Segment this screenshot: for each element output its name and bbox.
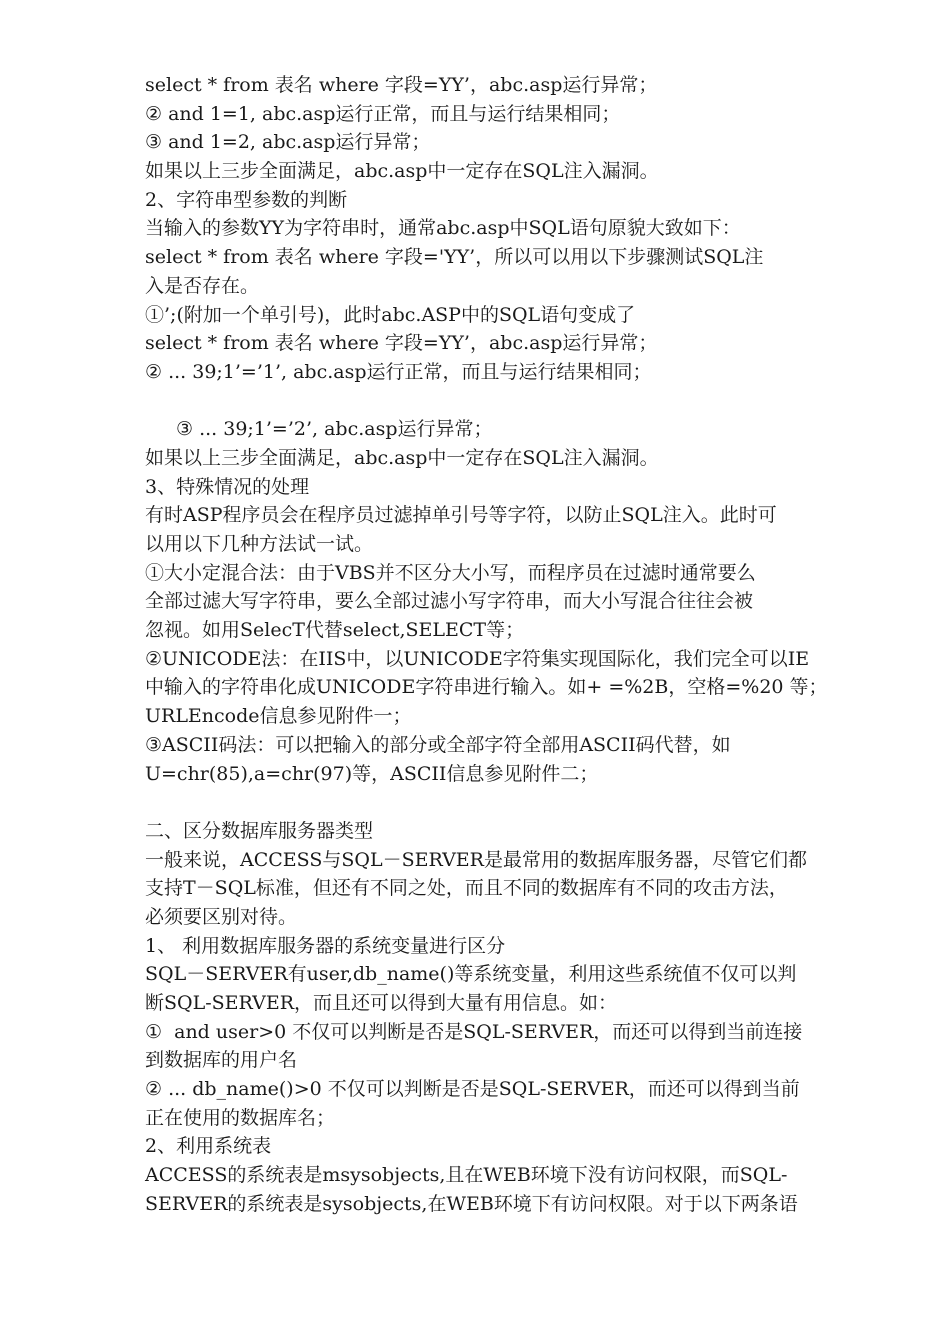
text-line: SQL－SERVER有user,db_name()等系统变量，利用这些系统值不仅可以判 bbox=[145, 963, 797, 986]
text-line: 支持T－SQL标准，但还有不同之处，而且不同的数据库有不同的攻击方法， bbox=[145, 877, 788, 900]
blank-line bbox=[145, 387, 885, 416]
text-line: ① and user>0 不仅可以判断是否是SQL-SERVER，而还可以得到当前连接 bbox=[145, 1020, 803, 1043]
text-line: ②UNICODE法：在IIS中，以UNICODE字符集实现国际化，我们完全可以IE bbox=[145, 647, 810, 670]
text-line: ③ and 1=2, abc.asp运行异常； bbox=[145, 131, 431, 154]
text-line: 二、区分数据库服务器类型 bbox=[145, 819, 374, 842]
text-line: 以用以下几种方法试一试。 bbox=[145, 533, 374, 555]
text-line: 中输入的字符串化成UNICODE字符串进行输入。如+ =%2B，空格=%20 等； bbox=[145, 676, 828, 699]
text-line: SERVER的系统表是sysobjects,在WEB环境下有访问权限。对于以下两条语 bbox=[145, 1192, 798, 1215]
text-line: select * from 表名 where 字段=YY’，abc.asp运行异常； bbox=[145, 74, 658, 96]
text-line: ①大小定混合法：由于VBS并不区分大小写，而程序员在过滤时通常要么 bbox=[145, 561, 756, 584]
blank-line bbox=[145, 788, 885, 817]
text-line: 如果以上三步全面满足，abc.asp中一定存在SQL注入漏洞。 bbox=[145, 446, 659, 469]
text-line: 忽视。如用SelecT代替select,SELECT等； bbox=[145, 619, 525, 642]
text-line: 3、特殊情况的处理 bbox=[145, 475, 310, 498]
text-line: 必须要区别对待。 bbox=[145, 905, 298, 928]
text-line: ② and 1=1, abc.asp运行正常，而且与运行结果相同； bbox=[145, 102, 621, 125]
text-line: U=chr(85),a=chr(97)等，ASCII信息参见附件二； bbox=[145, 762, 599, 785]
text-line: ①’;(附加一个单引号)，此时abc.ASP中的SQL语句变成了 bbox=[145, 303, 636, 326]
text-line: URLEncode信息参见附件一； bbox=[145, 705, 412, 728]
text-line: ③ASCII码法：可以把输入的部分或全部字符全部用ASCII码代替，如 bbox=[145, 733, 731, 756]
text-line: 全部过滤大写字符串，要么全部过滤小写字符串，而大小写混合往往会被 bbox=[145, 590, 754, 613]
text-line: select * from 表名 where 字段=YY’，abc.asp运行异常； bbox=[145, 332, 658, 355]
text-line: ACCESS的系统表是msysobjects,且在WEB环境下没有访问权限，而SQL- bbox=[145, 1164, 788, 1187]
text-line: ③ ... 39;1’=’2’, abc.asp运行异常； bbox=[176, 418, 493, 441]
text-line: 2、字符串型参数的判断 bbox=[145, 188, 348, 211]
text-line: ② ... 39;1’=’1’, abc.asp运行正常，而且与运行结果相同； bbox=[145, 360, 652, 383]
text-line: 一般来说，ACCESS与SQL－SERVER是最常用的数据库服务器，尽管它们都 bbox=[145, 848, 807, 871]
text-line: 有时ASP程序员会在程序员过滤掉单引号等字符，以防止SQL注入。此时可 bbox=[145, 504, 777, 527]
text-line: 当输入的参数YY为字符串时，通常abc.asp中SQL语句原貌大致如下： bbox=[145, 217, 741, 240]
text-line: select * from 表名 where 字段='YY’，所以可以用以下步骤测试SQL注 bbox=[145, 246, 764, 269]
text-line: ② ... db_name()>0 不仅可以判断是否是SQL-SERVER，而还可以得到当前 bbox=[145, 1078, 800, 1101]
text-line: 入是否存在。 bbox=[145, 274, 260, 297]
text-line: 2、利用系统表 bbox=[145, 1135, 272, 1158]
text-line: 1、 利用数据库服务器的系统变量进行区分 bbox=[145, 934, 506, 957]
text-line: 到数据库的用户名 bbox=[145, 1049, 298, 1072]
document-body bbox=[145, 71, 885, 1219]
text-line: 断SQL-SERVER，而且还可以得到大量有用信息。如： bbox=[145, 992, 618, 1014]
text-line: 如果以上三步全面满足，abc.asp中一定存在SQL注入漏洞。 bbox=[145, 160, 659, 183]
text-line: 正在使用的数据库名； bbox=[145, 1106, 336, 1129]
